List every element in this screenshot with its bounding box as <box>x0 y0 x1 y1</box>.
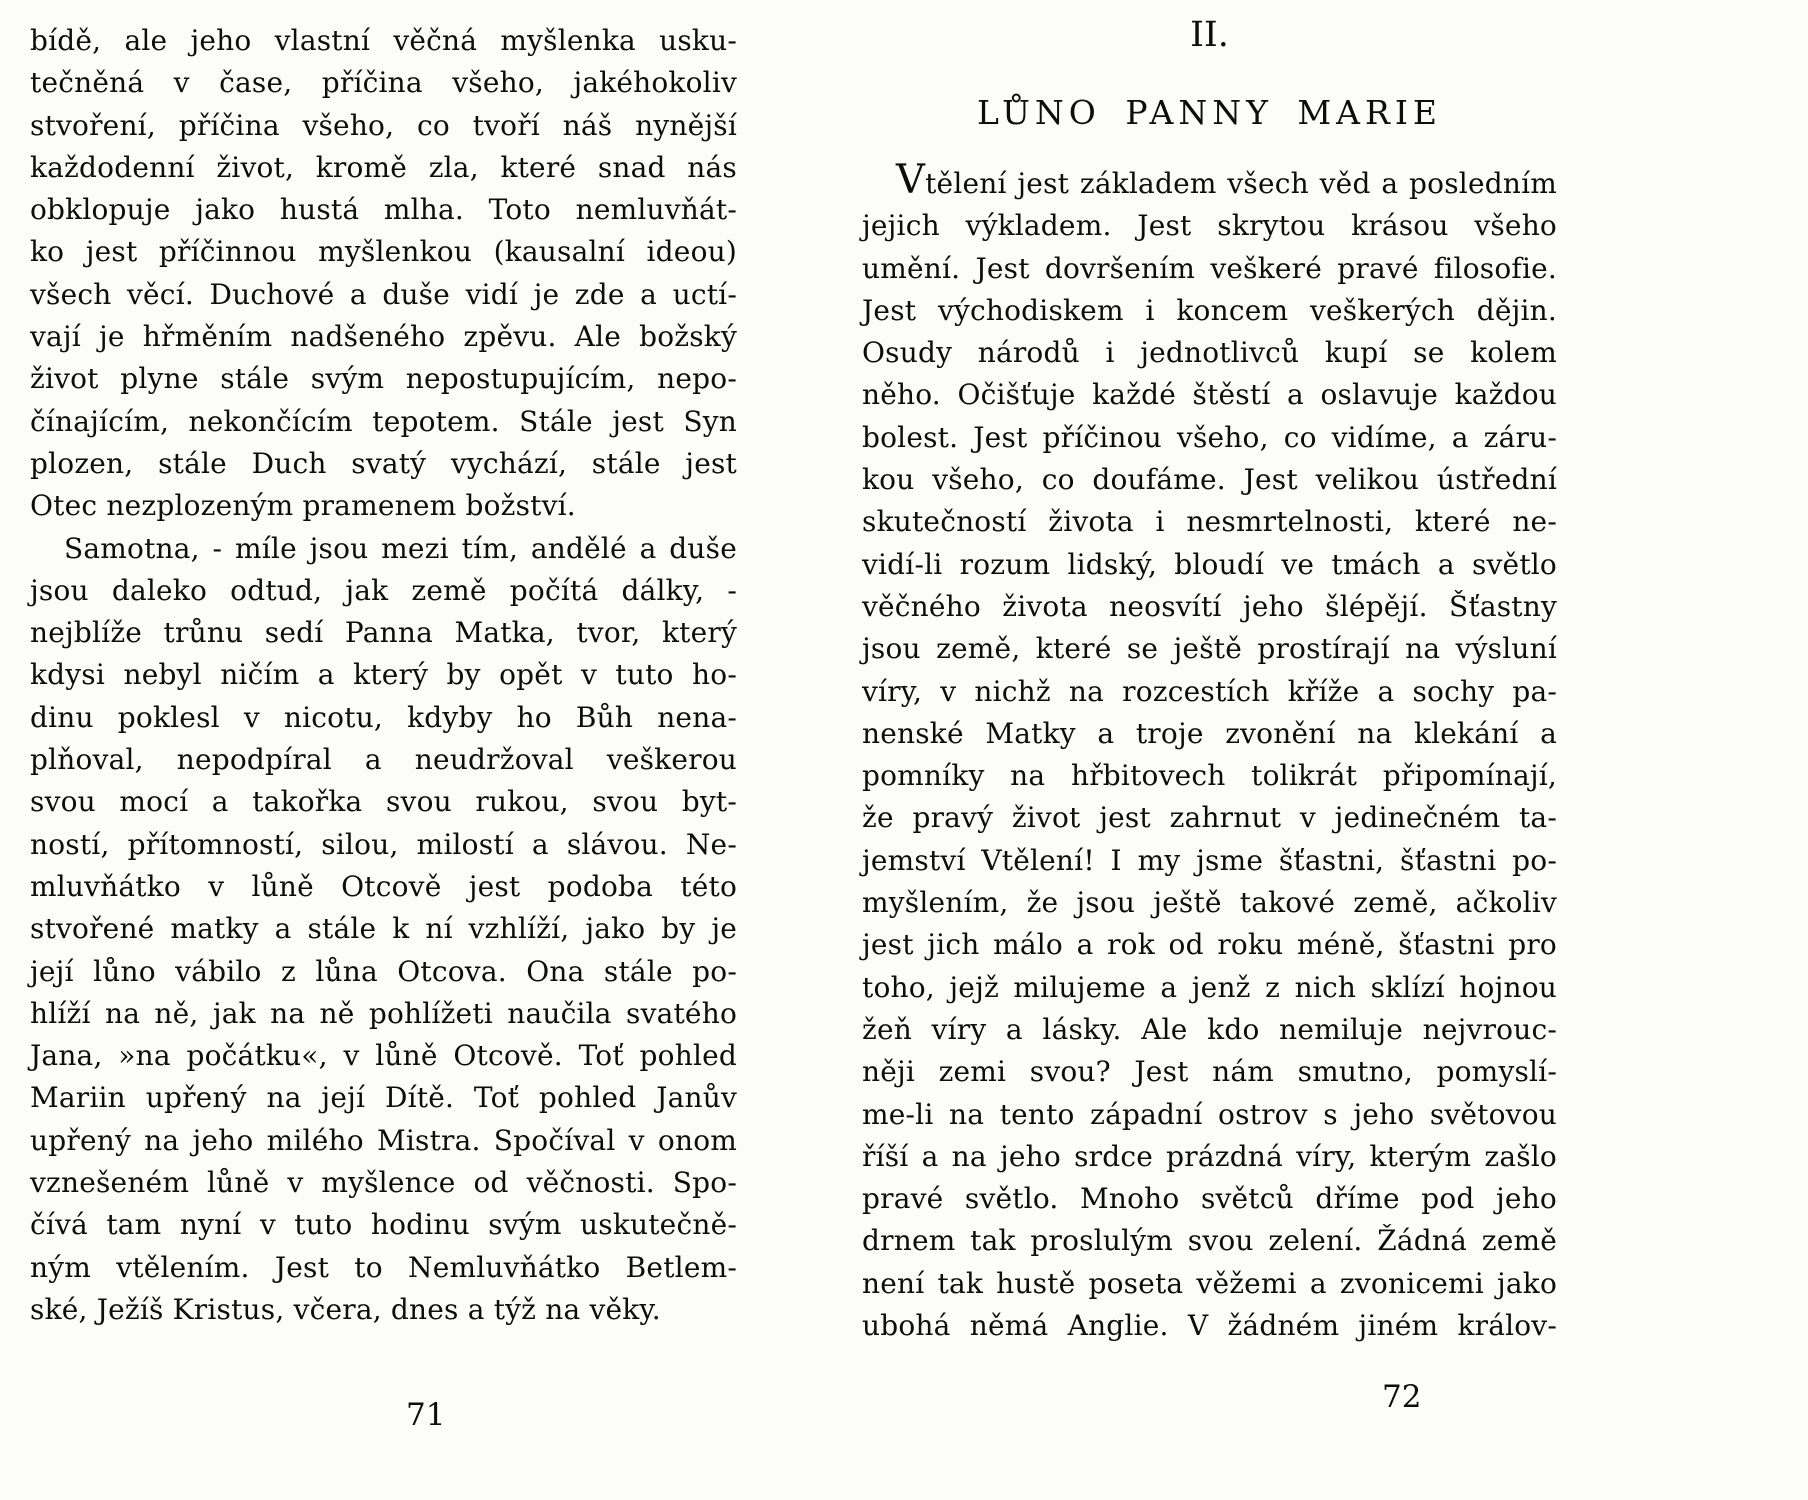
text-line: mluvňátko v lůně Otcově jest podoba této <box>30 869 737 903</box>
chapter-number: II. <box>1190 15 1229 55</box>
text-line: upřený na jeho milého Mistra. Spočíval v onom <box>30 1123 737 1157</box>
text-line: kou všeho, co doufáme. Jest velikou ústřední <box>862 463 1557 497</box>
text-line: čívá tam nyní v tuto hodinu svým uskutečně- <box>30 1208 737 1242</box>
text-line: že pravý život jest zahrnut v jedinečném ta- <box>862 801 1557 835</box>
text-line: toho, jejž milujeme a jenž z nich sklízí hojnou <box>862 970 1557 1004</box>
text-line: umění. Jest dovršením veškeré pravé filosofie. <box>862 251 1557 285</box>
text-line: její lůno vábilo z lůna Otcova. Ona stále po- <box>30 954 737 988</box>
text-line: něji zemi svou? Jest nám smutno, pomyslí- <box>862 1055 1557 1089</box>
text-line: říší a na jeho srdce prázdná víry, kterým zašlo <box>862 1139 1557 1173</box>
text-line: obklopuje jako hustá mlha. Toto nemluvňát- <box>30 193 737 227</box>
text-line: Mariin upřený na její Dítě. Toť pohled Janův <box>30 1081 737 1115</box>
text-line: Samotna, - míle jsou mezi tím, andělé a duše <box>64 531 737 565</box>
text-line: jsou země, které se ještě prostírají na výsluní <box>862 632 1557 666</box>
text-line: jest jich málo a rok od roku méně, šťastni pro <box>862 928 1557 962</box>
text-line: jemství Vtělení! I my jsme šťastni, šťastni po- <box>862 843 1557 877</box>
left-page-text <box>30 20 737 1331</box>
text-line: víry, v nichž na rozcestích kříže a sochy pa- <box>862 674 1557 708</box>
text-line: Vtělení jest základem všech věd a posledním <box>896 157 1557 203</box>
text-line: čínajícím, nekončícím tepotem. Stále jest Syn <box>30 404 737 438</box>
text-line: tečněná v čase, příčina všeho, jakéhokoliv <box>30 66 737 100</box>
text-line: plozen, stále Duch svatý vychází, stále jest <box>30 446 737 480</box>
text-line: pravé světlo. Mnoho světců dříme pod jeho <box>862 1182 1557 1216</box>
text-line: Jana, »na počátku«, v lůně Otcově. Toť pohled <box>30 1039 737 1073</box>
page-number-right: 72 <box>1382 1379 1422 1415</box>
text-line: svou mocí a takořka svou rukou, svou byt- <box>30 785 737 819</box>
text-line: vznešeném lůně v myšlence od věčnosti. Spo- <box>30 1166 737 1200</box>
text-line: ností, přítomností, silou, milostí a slávou. Ne- <box>30 827 737 861</box>
text-line: jsou daleko odtud, jak země počítá dálky, - <box>30 573 737 607</box>
text-line: dinu poklesl v nicotu, kdyby ho Bůh nena- <box>30 700 737 734</box>
right-page-text <box>862 157 1557 1347</box>
text-line: hlíží na ně, jak na ně pohlížeti naučila svatého <box>30 996 737 1030</box>
text-line: Jest východiskem i koncem veškerých dějin. <box>862 293 1557 327</box>
text-line: ným vtělením. Jest to Nemluvňátko Betlem- <box>30 1250 737 1284</box>
text-line: skutečností života i nesmrtelnosti, které ne- <box>862 505 1557 539</box>
text-line: plňoval, nepodpíral a neudržoval veškerou <box>30 743 737 777</box>
text-line: každodenní život, kromě zla, které snad nás <box>30 150 737 184</box>
text-line: všech věcí. Duchové a duše vidí je zde a uctí- <box>30 277 737 311</box>
text-line: stvoření, příčina všeho, co tvoří náš nynější <box>30 108 737 142</box>
text-line: me-li na tento západní ostrov s jeho světovou <box>862 1097 1557 1131</box>
text-line: Osudy národů i jednotlivců kupí se kolem <box>862 336 1557 370</box>
text-line: žeň víry a lásky. Ale kdo nemiluje nejvrouc- <box>862 1012 1557 1046</box>
text-line: bolest. Jest příčinou všeho, co vidíme, a záru- <box>862 420 1557 454</box>
text-line: ské, Ježíš Kristus, včera, dnes a týž na věky. <box>30 1292 661 1326</box>
text-line: ubohá němá Anglie. V žádném jiném králov- <box>862 1309 1557 1343</box>
chapter-title: LŮNO PANNY MARIE <box>977 93 1442 132</box>
page-number-left: 71 <box>406 1397 446 1433</box>
text-line: nejblíže trůnu sedí Panna Matka, tvor, který <box>30 616 737 650</box>
text-line: drnem tak proslulým svou zelení. Žádná země <box>862 1224 1557 1258</box>
right-page <box>862 12 1557 1347</box>
text-line: jejich výkladem. Jest skrytou krásou všeho <box>862 209 1557 243</box>
text-line: bídě, ale jeho vlastní věčná myšlenka usku- <box>30 24 737 57</box>
text-line: věčného života neosvítí jeho šlépějí. Šťastny <box>862 589 1557 623</box>
text-line: vají je hřměním nadšeného zpěvu. Ale božský <box>30 320 737 354</box>
text-line: není tak hustě poseta věžemi a zvonicemi jako <box>862 1266 1557 1300</box>
text-line: život plyne stále svým nepostupujícím, nepo- <box>30 362 737 396</box>
text-line: stvořené matky a stále k ní vzhlíží, jako by je <box>30 912 737 946</box>
text-line: něho. Očišťuje každé štěstí a oslavuje každou <box>862 378 1557 412</box>
left-page <box>30 20 737 1331</box>
text-line: nenské Matky a troje zvonění na klekání a <box>862 716 1557 750</box>
text-line: vidí-li rozum lidský, bloudí ve tmách a světlo <box>862 547 1557 581</box>
text-line: kdysi nebyl ničím a který by opět v tuto ho- <box>30 658 737 692</box>
text-line: myšlením, že jsou ještě takové země, ačkoliv <box>862 886 1557 920</box>
text-line: Otec nezplozeným pramenem božství. <box>30 489 576 523</box>
text-line: pomníky na hřbitovech tolikrát připomínají, <box>862 759 1557 793</box>
text-line: ko jest příčinnou myšlenkou (kausalní ideou) <box>30 235 737 269</box>
